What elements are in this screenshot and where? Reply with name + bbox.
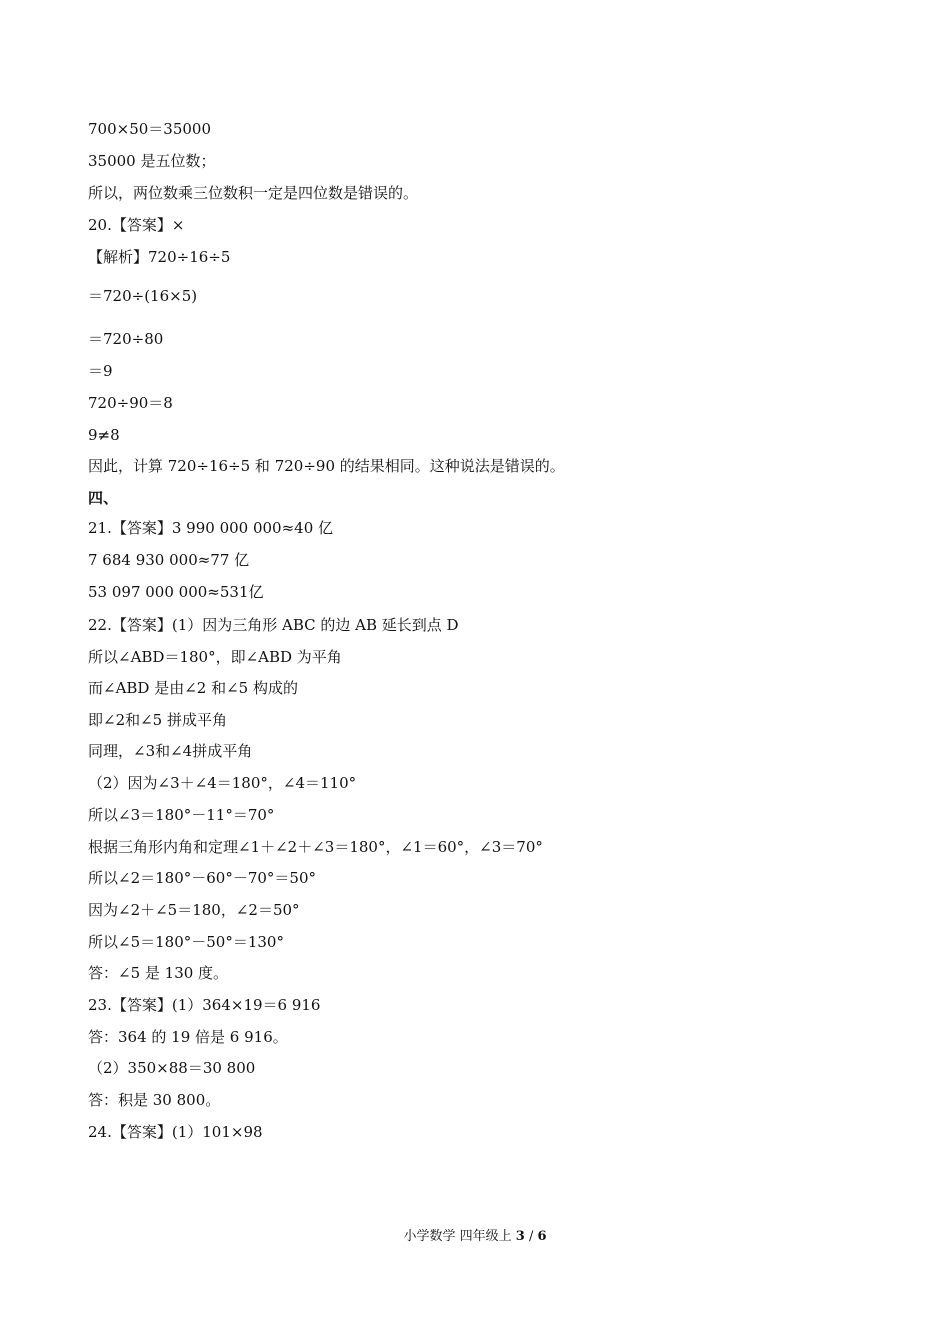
answer-21-line-3: 53 097 000 000≈531亿 [88,583,264,601]
solution-20-step-3: ＝9 [88,362,113,380]
answer-23-line-4: 答：积是 30 800。 [88,1091,221,1109]
solution-20-step-5: 9≠8 [88,426,120,444]
answer-22-line-11: 所以∠5＝180°－50°＝130° [88,933,284,951]
answer-22-heading: 22.【答案】(1）因为三角形 ABC 的边 AB 延长到点 D [88,616,459,634]
answer-22-line-10: 因为∠2＋∠5＝180，∠2＝50° [88,901,300,919]
footer-subject: 小学数学 四年级上 [403,1229,512,1244]
answer-22-line-5: 同理，∠3和∠4拼成平角 [88,742,253,760]
solution-20-step-1: ＝720÷(16×5) [88,287,198,305]
solution-20-start: 【解析】720÷16÷5 [88,248,231,266]
answer-22-line-2: 所以∠ABD＝180°，即∠ABD 为平角 [88,648,342,666]
text-line-1: 700×50＝35000 [88,120,212,138]
answer-23-line-2: 答：364 的 19 倍是 6 916。 [88,1028,288,1046]
answer-22-line-8: 根据三角形内角和定理∠1＋∠2＋∠3＝180°，∠1＝60°，∠3＝70° [88,838,543,856]
answer-22-part-2: （2）因为∠3＋∠4＝180°，∠4＝110° [88,774,357,792]
solution-20-step-2: ＝720÷80 [88,330,164,348]
section-heading-four: 四、 [88,489,119,507]
answer-20-heading: 20.【答案】× [88,216,185,234]
solution-20-step-4: 720÷90＝8 [88,394,173,412]
answer-22-line-7: 所以∠3＝180°－11°＝70° [88,806,275,824]
answer-24-heading: 24.【答案】(1）101×98 [88,1123,263,1141]
solution-20-conclusion: 因此，计算 720÷16÷5 和 720÷90 的结果相同。这种说法是错误的。 [88,457,565,475]
text-line-3: 所以，两位数乘三位数积一定是四位数是错误的。 [88,184,419,202]
page-footer [0,1228,950,1246]
answer-21-line-1: 21.【答案】3 990 000 000≈40 亿 [88,519,334,537]
answer-22-line-9: 所以∠2＝180°－60°－70°＝50° [88,869,317,887]
footer-page-total: 6 [537,1229,547,1244]
answer-22-line-3: 而∠ABD 是由∠2 和∠5 构成的 [88,679,298,697]
answer-22-final: 答：∠5 是 130 度。 [88,964,229,982]
answer-23-part-2: （2）350×88＝30 800 [88,1059,256,1077]
text-line-2: 35000 是五位数； [88,152,216,170]
answer-23-heading: 23.【答案】(1）364×19＝6 916 [88,996,321,1014]
footer-page-separator: / [528,1229,534,1244]
footer-page-current: 3 [515,1229,525,1244]
answer-22-line-4: 即∠2和∠5 拼成平角 [88,711,227,729]
answer-21-line-2: 7 684 930 000≈77 亿 [88,551,250,569]
